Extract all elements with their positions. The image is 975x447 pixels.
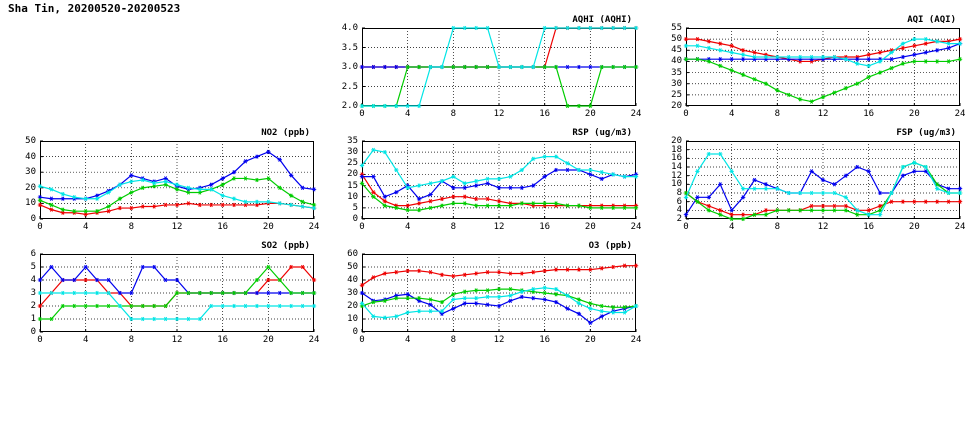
y-tick-label: 2	[676, 214, 682, 224]
y-tick-label: 20	[347, 301, 358, 311]
y-tick-label: 0	[30, 327, 36, 337]
x-tick-label: 12	[171, 222, 183, 232]
y-tick-label: 35	[347, 136, 358, 146]
x-tick-label: 0	[359, 222, 365, 232]
x-tick-label: 4	[404, 109, 411, 119]
y-tick-label: 16	[671, 153, 682, 164]
series-markers-no2-blue	[38, 150, 316, 201]
chart-svg-o3	[336, 240, 641, 350]
y-tick-label: 30	[671, 78, 682, 89]
x-tick-label: 0	[37, 222, 43, 232]
chart-svg-so2	[14, 240, 319, 350]
y-tick-label: 50	[25, 136, 36, 146]
chart-title-no2: NO2 (ppb)	[261, 128, 310, 138]
x-tick-label: 16	[217, 222, 229, 232]
y-tick-label: 20	[347, 169, 358, 180]
x-tick-label: 0	[359, 335, 365, 345]
chart-svg-no2	[14, 127, 319, 237]
x-tick-label: 8	[450, 222, 457, 232]
y-tick-label: 8	[676, 188, 682, 198]
x-tick-label: 20	[262, 335, 274, 345]
x-tick-label: 16	[539, 109, 551, 119]
x-tick-label: 0	[683, 109, 689, 119]
chart-title-fsp: FSP (ug/m3)	[896, 128, 956, 138]
y-tick-label: 6	[676, 196, 682, 207]
chart-title-aqi: AQI (AQI)	[907, 15, 956, 25]
y-tick-label: 10	[671, 179, 682, 190]
y-tick-label: 4	[676, 205, 682, 216]
y-tick-label: 30	[347, 288, 358, 298]
x-tick-label: 24	[630, 222, 642, 232]
chart-svg-aqhi	[336, 14, 641, 124]
y-tick-label: 5	[30, 262, 36, 272]
x-tick-label: 20	[584, 335, 596, 345]
x-tick-label: 12	[171, 335, 183, 345]
page-title: Sha Tin, 20200520-20200523	[8, 2, 181, 15]
chart-panel-aqhi	[336, 14, 641, 124]
series-line-o3-green	[362, 289, 636, 307]
x-tick-label: 16	[863, 222, 875, 232]
x-tick-label: 4	[404, 222, 411, 232]
chart-svg-aqi	[660, 14, 965, 124]
chart-panel-o3	[336, 240, 641, 350]
x-tick-label: 24	[954, 222, 966, 232]
y-tick-label: 40	[671, 56, 682, 67]
chart-panel-aqi	[660, 14, 965, 124]
x-tick-label: 24	[630, 335, 642, 345]
x-tick-label: 12	[493, 222, 505, 232]
y-tick-label: 0	[30, 214, 36, 224]
y-tick-label: 0	[352, 327, 358, 337]
x-tick-label: 24	[308, 222, 320, 232]
x-tick-label: 8	[450, 109, 457, 119]
y-tick-label: 25	[347, 158, 358, 169]
series-line-aqi-green	[686, 59, 960, 101]
x-tick-label: 16	[539, 222, 551, 232]
x-tick-label: 20	[584, 109, 596, 119]
chart-panel-no2	[14, 127, 319, 237]
x-tick-label: 20	[584, 222, 596, 232]
x-tick-label: 8	[128, 335, 135, 345]
x-tick-label: 4	[82, 335, 89, 345]
x-tick-label: 20	[908, 109, 920, 119]
y-tick-label: 10	[347, 314, 358, 324]
y-tick-label: 20	[25, 182, 36, 193]
x-tick-label: 4	[728, 109, 735, 119]
y-tick-label: 6	[30, 249, 36, 259]
series-markers-fsp-blue	[684, 165, 962, 216]
x-tick-label: 8	[774, 109, 781, 119]
y-tick-label: 30	[25, 167, 36, 178]
x-tick-label: 16	[217, 335, 229, 345]
x-tick-label: 20	[262, 222, 274, 232]
y-tick-label: 3.0	[341, 62, 358, 72]
x-tick-label: 4	[82, 222, 89, 232]
x-tick-label: 24	[954, 109, 966, 119]
x-tick-label: 12	[493, 335, 505, 345]
x-tick-label: 0	[359, 109, 365, 119]
x-tick-label: 24	[308, 335, 320, 345]
chart-panel-rsp	[336, 127, 641, 237]
x-tick-label: 8	[774, 222, 781, 232]
x-tick-label: 4	[404, 335, 411, 345]
y-tick-label: 35	[671, 67, 682, 78]
y-tick-label: 4	[30, 275, 36, 285]
y-tick-label: 60	[347, 249, 358, 259]
x-tick-label: 16	[863, 109, 875, 119]
y-tick-label: 4.0	[341, 23, 358, 33]
y-tick-label: 30	[347, 147, 358, 158]
y-tick-label: 2.0	[341, 101, 358, 111]
y-tick-label: 40	[347, 275, 358, 285]
y-tick-label: 14	[671, 162, 682, 172]
y-tick-label: 50	[347, 262, 358, 272]
y-tick-label: 20	[671, 136, 682, 146]
x-tick-label: 24	[630, 109, 642, 119]
y-tick-label: 20	[671, 101, 682, 111]
y-tick-label: 0	[352, 214, 358, 224]
y-tick-label: 3.5	[341, 42, 358, 53]
x-tick-label: 0	[683, 222, 689, 232]
y-tick-label: 50	[671, 34, 682, 45]
x-tick-label: 12	[817, 222, 829, 232]
y-tick-label: 10	[347, 191, 358, 202]
chart-title-rsp: RSP (ug/m3)	[572, 128, 632, 138]
chart-panel-so2	[14, 240, 319, 350]
chart-title-o3: O3 (ppb)	[588, 241, 632, 251]
series-line-no2-blue	[40, 152, 314, 199]
y-tick-label: 18	[671, 144, 682, 155]
chart-svg-fsp	[660, 127, 965, 237]
chart-panel-fsp	[660, 127, 965, 237]
y-tick-label: 40	[25, 151, 36, 162]
y-tick-label: 15	[347, 180, 358, 191]
y-tick-label: 12	[671, 170, 682, 181]
y-tick-label: 3	[30, 288, 36, 298]
chart-title-so2: SO2 (ppb)	[261, 241, 310, 251]
y-tick-label: 5	[352, 202, 358, 213]
chart-svg-rsp	[336, 127, 641, 237]
y-tick-label: 25	[671, 89, 682, 100]
y-tick-label: 55	[671, 23, 682, 33]
y-tick-label: 1	[30, 314, 36, 324]
x-tick-label: 8	[450, 335, 457, 345]
x-tick-label: 8	[128, 222, 135, 232]
y-tick-label: 45	[671, 45, 682, 56]
x-tick-label: 16	[539, 335, 551, 345]
y-tick-label: 10	[25, 198, 36, 209]
chart-title-aqhi: AQHI (AQHI)	[572, 15, 632, 25]
series-line-fsp-red	[686, 193, 960, 215]
x-tick-label: 12	[817, 109, 829, 119]
x-tick-label: 4	[728, 222, 735, 232]
x-tick-label: 12	[493, 109, 505, 119]
x-tick-label: 0	[37, 335, 43, 345]
y-tick-label: 2	[30, 301, 36, 311]
x-tick-label: 20	[908, 222, 920, 232]
y-tick-label: 2.5	[341, 81, 358, 92]
series-markers-so2-red	[38, 265, 316, 308]
